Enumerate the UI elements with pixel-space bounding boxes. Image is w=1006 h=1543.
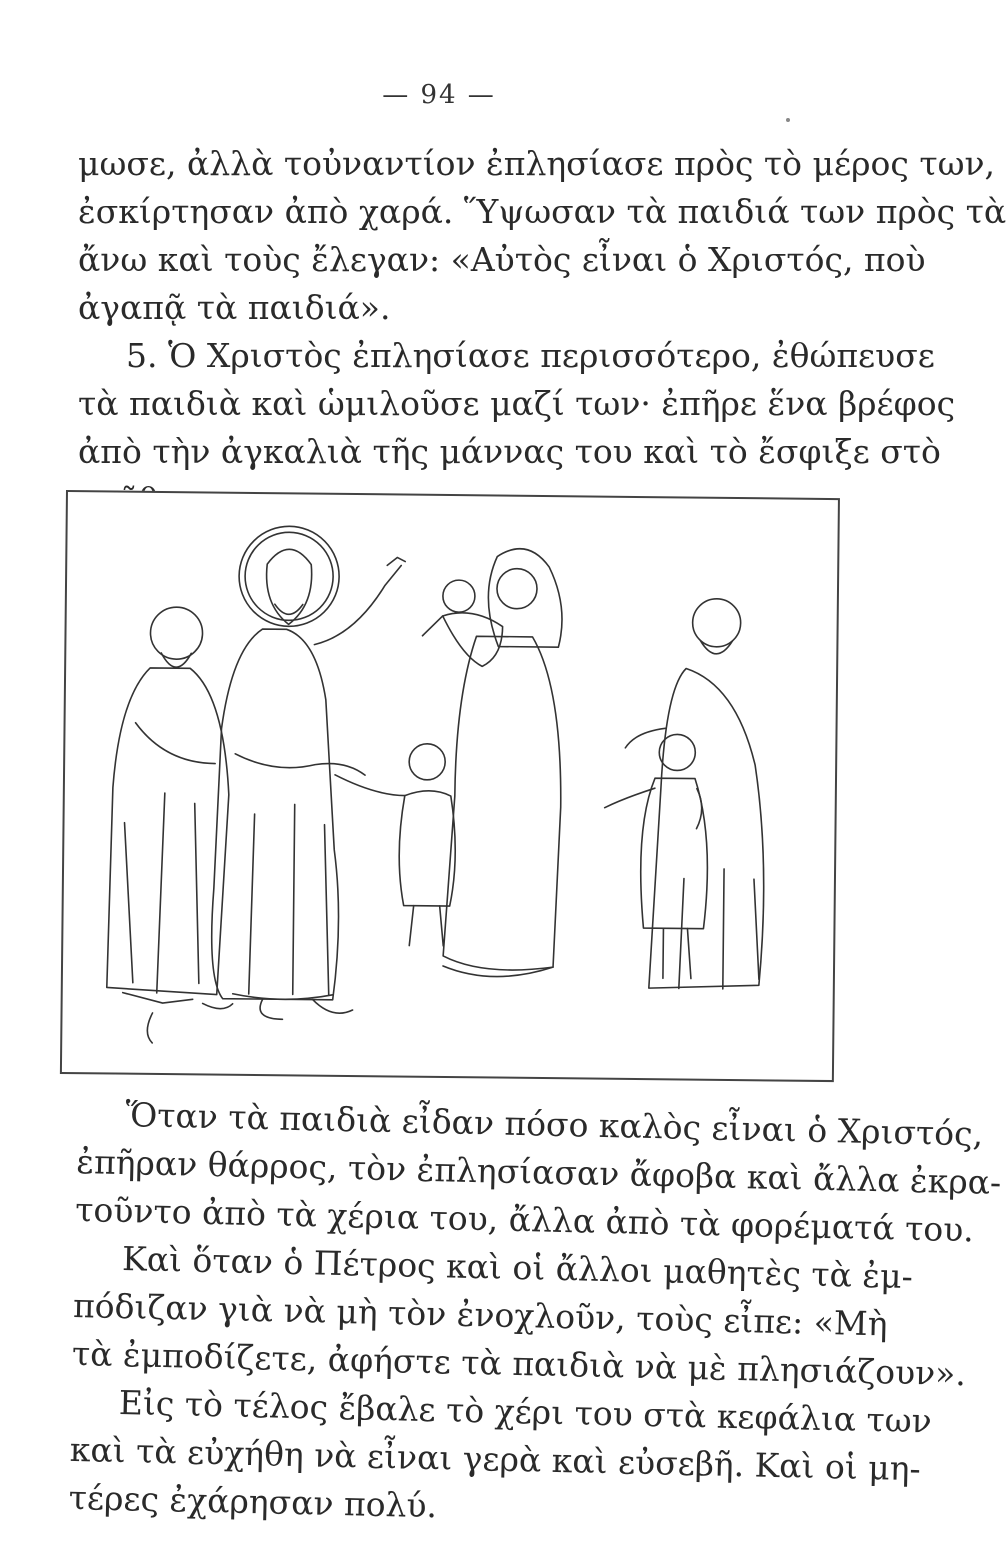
text-line: ἐπῆραν θάρρος, τὸν ἐπλησίασαν ἄφοβα καὶ ἄλλα ἐκρα- [75,1141,1002,1202]
text-line: πόδιζαν γιὰ νὰ μὴ τὸν ἐνοχλοῦν, τοὺς εἶπε: «Μὴ [72,1285,888,1344]
text-line: τὰ παιδιὰ καὶ ὡμιλοῦσε μαζί των· ἐπῆρε ἕνα βρέφος [78,384,956,423]
text-line: Ὅταν τὰ παιδιὰ εἶδαν πόσο καλὸς εἶναι ὁ Χριστός, [125,1095,984,1154]
christ-figure [211,526,406,1021]
illustration [60,490,840,1082]
text-line: 5. Ὁ Χριστὸς ἐπλησίασε περισσότερο, ἐθώπευσε [126,336,935,375]
text-line: ἐσκίρτησαν ἀπὸ χαρά. Ὕψωσαν τὰ παιδιά των πρὸς τὰ [78,192,1006,231]
boy-figure [603,734,709,979]
text-line: ἀπὸ τὴν ἀγκαλιὰ τῆς μάννας του καὶ τὸ ἔσφιξε στὸ [78,432,941,471]
text-line: ἀγαπᾷ τὰ παιδιά». [78,288,391,327]
print-speck [786,118,790,122]
text-line: τὰ ἐμποδίζετε, ἀφήστε τὰ παιδιὰ νὰ μὲ πλησιάζουν». [71,1333,967,1394]
father-figure [623,598,767,989]
text-line: Καὶ ὅταν ὁ Πέτρος καὶ οἱ ἄλλοι μαθητὲς τὰ ἐμ- [121,1239,914,1296]
text-line: ἄνω καὶ τοὺς ἔλεγαν: «Αὐτὸς εἶναι ὁ Χριστός, ποὺ [78,240,926,279]
bottom-text [68,1090,1002,1539]
text-line: καὶ τὰ εὐχήθη νὰ εἶναι γερὰ καὶ εὐσεβῆ. Καὶ οἱ μη- [69,1429,922,1489]
text-line: μωσε, ἀλλὰ τοὐναντίον ἐπλησίασε πρὸς τὸ μέρος των, [78,144,996,183]
page-number: — 94 — [382,80,496,110]
child-figure [333,743,456,946]
top-text [78,140,1006,524]
text-line: τοῦντο ἀπὸ τὰ χέρια του, ἄλλα ἀπὸ τὰ φορέματά του. [74,1189,975,1250]
text-line: Εἰς τὸ τέλος ἔβαλε τὸ χέρι του στὰ κεφάλια των [118,1383,933,1441]
text-line: τέρες ἐχάρησαν πολύ. [68,1477,438,1526]
